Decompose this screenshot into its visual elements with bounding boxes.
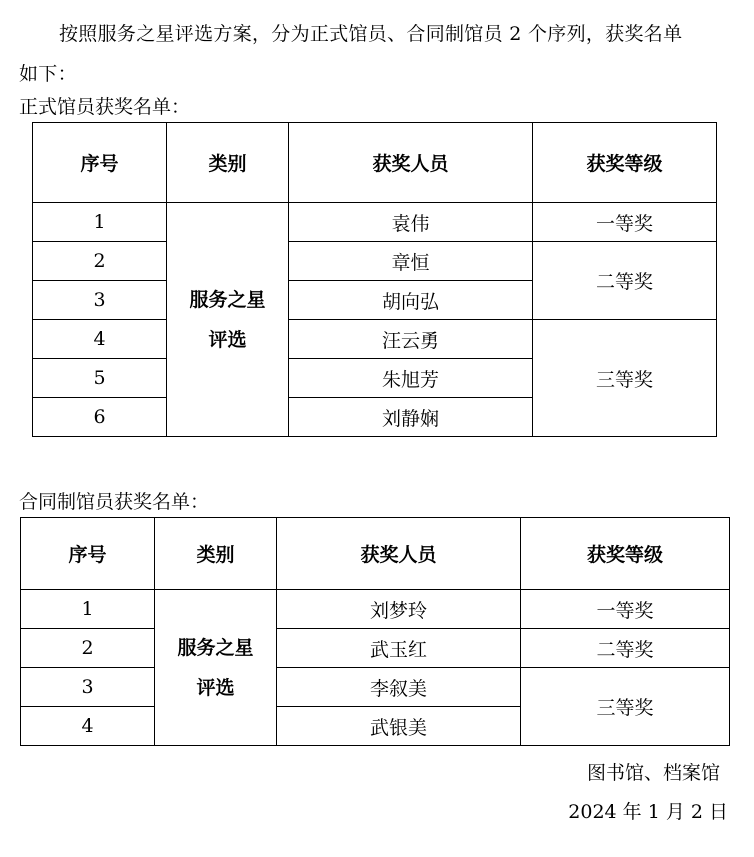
category-line-1: 服务之星 [189, 288, 266, 311]
level-cell: 二等奖 [521, 629, 730, 668]
header-no: 序号 [21, 518, 155, 590]
table-row [33, 203, 717, 242]
contract-staff-award-table [20, 517, 730, 746]
row-no: 3 [33, 281, 167, 320]
category-line-1: 服务之星 [177, 636, 254, 659]
table-row [21, 668, 730, 707]
category-line-2: 评选 [208, 328, 247, 351]
level-cell: 三等奖 [521, 668, 730, 746]
header-level: 获奖等级 [521, 518, 730, 590]
row-no: 5 [33, 359, 167, 398]
intro-line-1: 按照服务之星评选方案，分为正式馆员、合同制馆员 2 个序列，获奖名单 [59, 23, 683, 45]
issuing-organization: 图书馆、档案馆 [586, 762, 720, 784]
row-name: 刘梦玲 [277, 590, 521, 629]
table-row [21, 629, 730, 668]
row-name: 章恒 [289, 242, 533, 281]
table1-caption: 正式馆员获奖名单： [19, 96, 191, 118]
row-name: 胡向弘 [289, 281, 533, 320]
category-line-2: 评选 [196, 676, 235, 699]
category-cell [167, 203, 289, 437]
row-no: 4 [21, 707, 155, 746]
header-no: 序号 [33, 123, 167, 203]
level-cell: 三等奖 [533, 320, 717, 437]
row-name: 刘静娴 [289, 398, 533, 437]
table-header-row [21, 518, 730, 590]
row-no: 4 [33, 320, 167, 359]
table2-caption: 合同制馆员获奖名单： [19, 491, 210, 513]
level-cell: 二等奖 [533, 242, 717, 320]
header-name: 获奖人员 [277, 518, 521, 590]
row-no: 6 [33, 398, 167, 437]
row-name: 袁伟 [289, 203, 533, 242]
intro-paragraph [19, 14, 739, 94]
header-level: 获奖等级 [533, 123, 717, 203]
row-no: 3 [21, 668, 155, 707]
issue-date: 2024 年 1 月 2 日 [568, 801, 728, 823]
level-cell: 一等奖 [521, 590, 730, 629]
row-name: 汪云勇 [289, 320, 533, 359]
table-row [33, 242, 717, 281]
row-no: 1 [21, 590, 155, 629]
header-category: 类别 [167, 123, 289, 203]
header-category: 类别 [155, 518, 277, 590]
row-name: 李叙美 [277, 668, 521, 707]
formal-staff-award-table [32, 122, 717, 437]
category-cell [155, 590, 277, 746]
table-row [21, 590, 730, 629]
header-name: 获奖人员 [289, 123, 533, 203]
row-no: 1 [33, 203, 167, 242]
row-no: 2 [33, 242, 167, 281]
intro-line-2: 如下： [19, 63, 77, 85]
row-name: 武玉红 [277, 629, 521, 668]
level-cell: 一等奖 [533, 203, 717, 242]
table-header-row [33, 123, 717, 203]
table-row [33, 320, 717, 359]
row-name: 朱旭芳 [289, 359, 533, 398]
row-name: 武银美 [277, 707, 521, 746]
row-no: 2 [21, 629, 155, 668]
